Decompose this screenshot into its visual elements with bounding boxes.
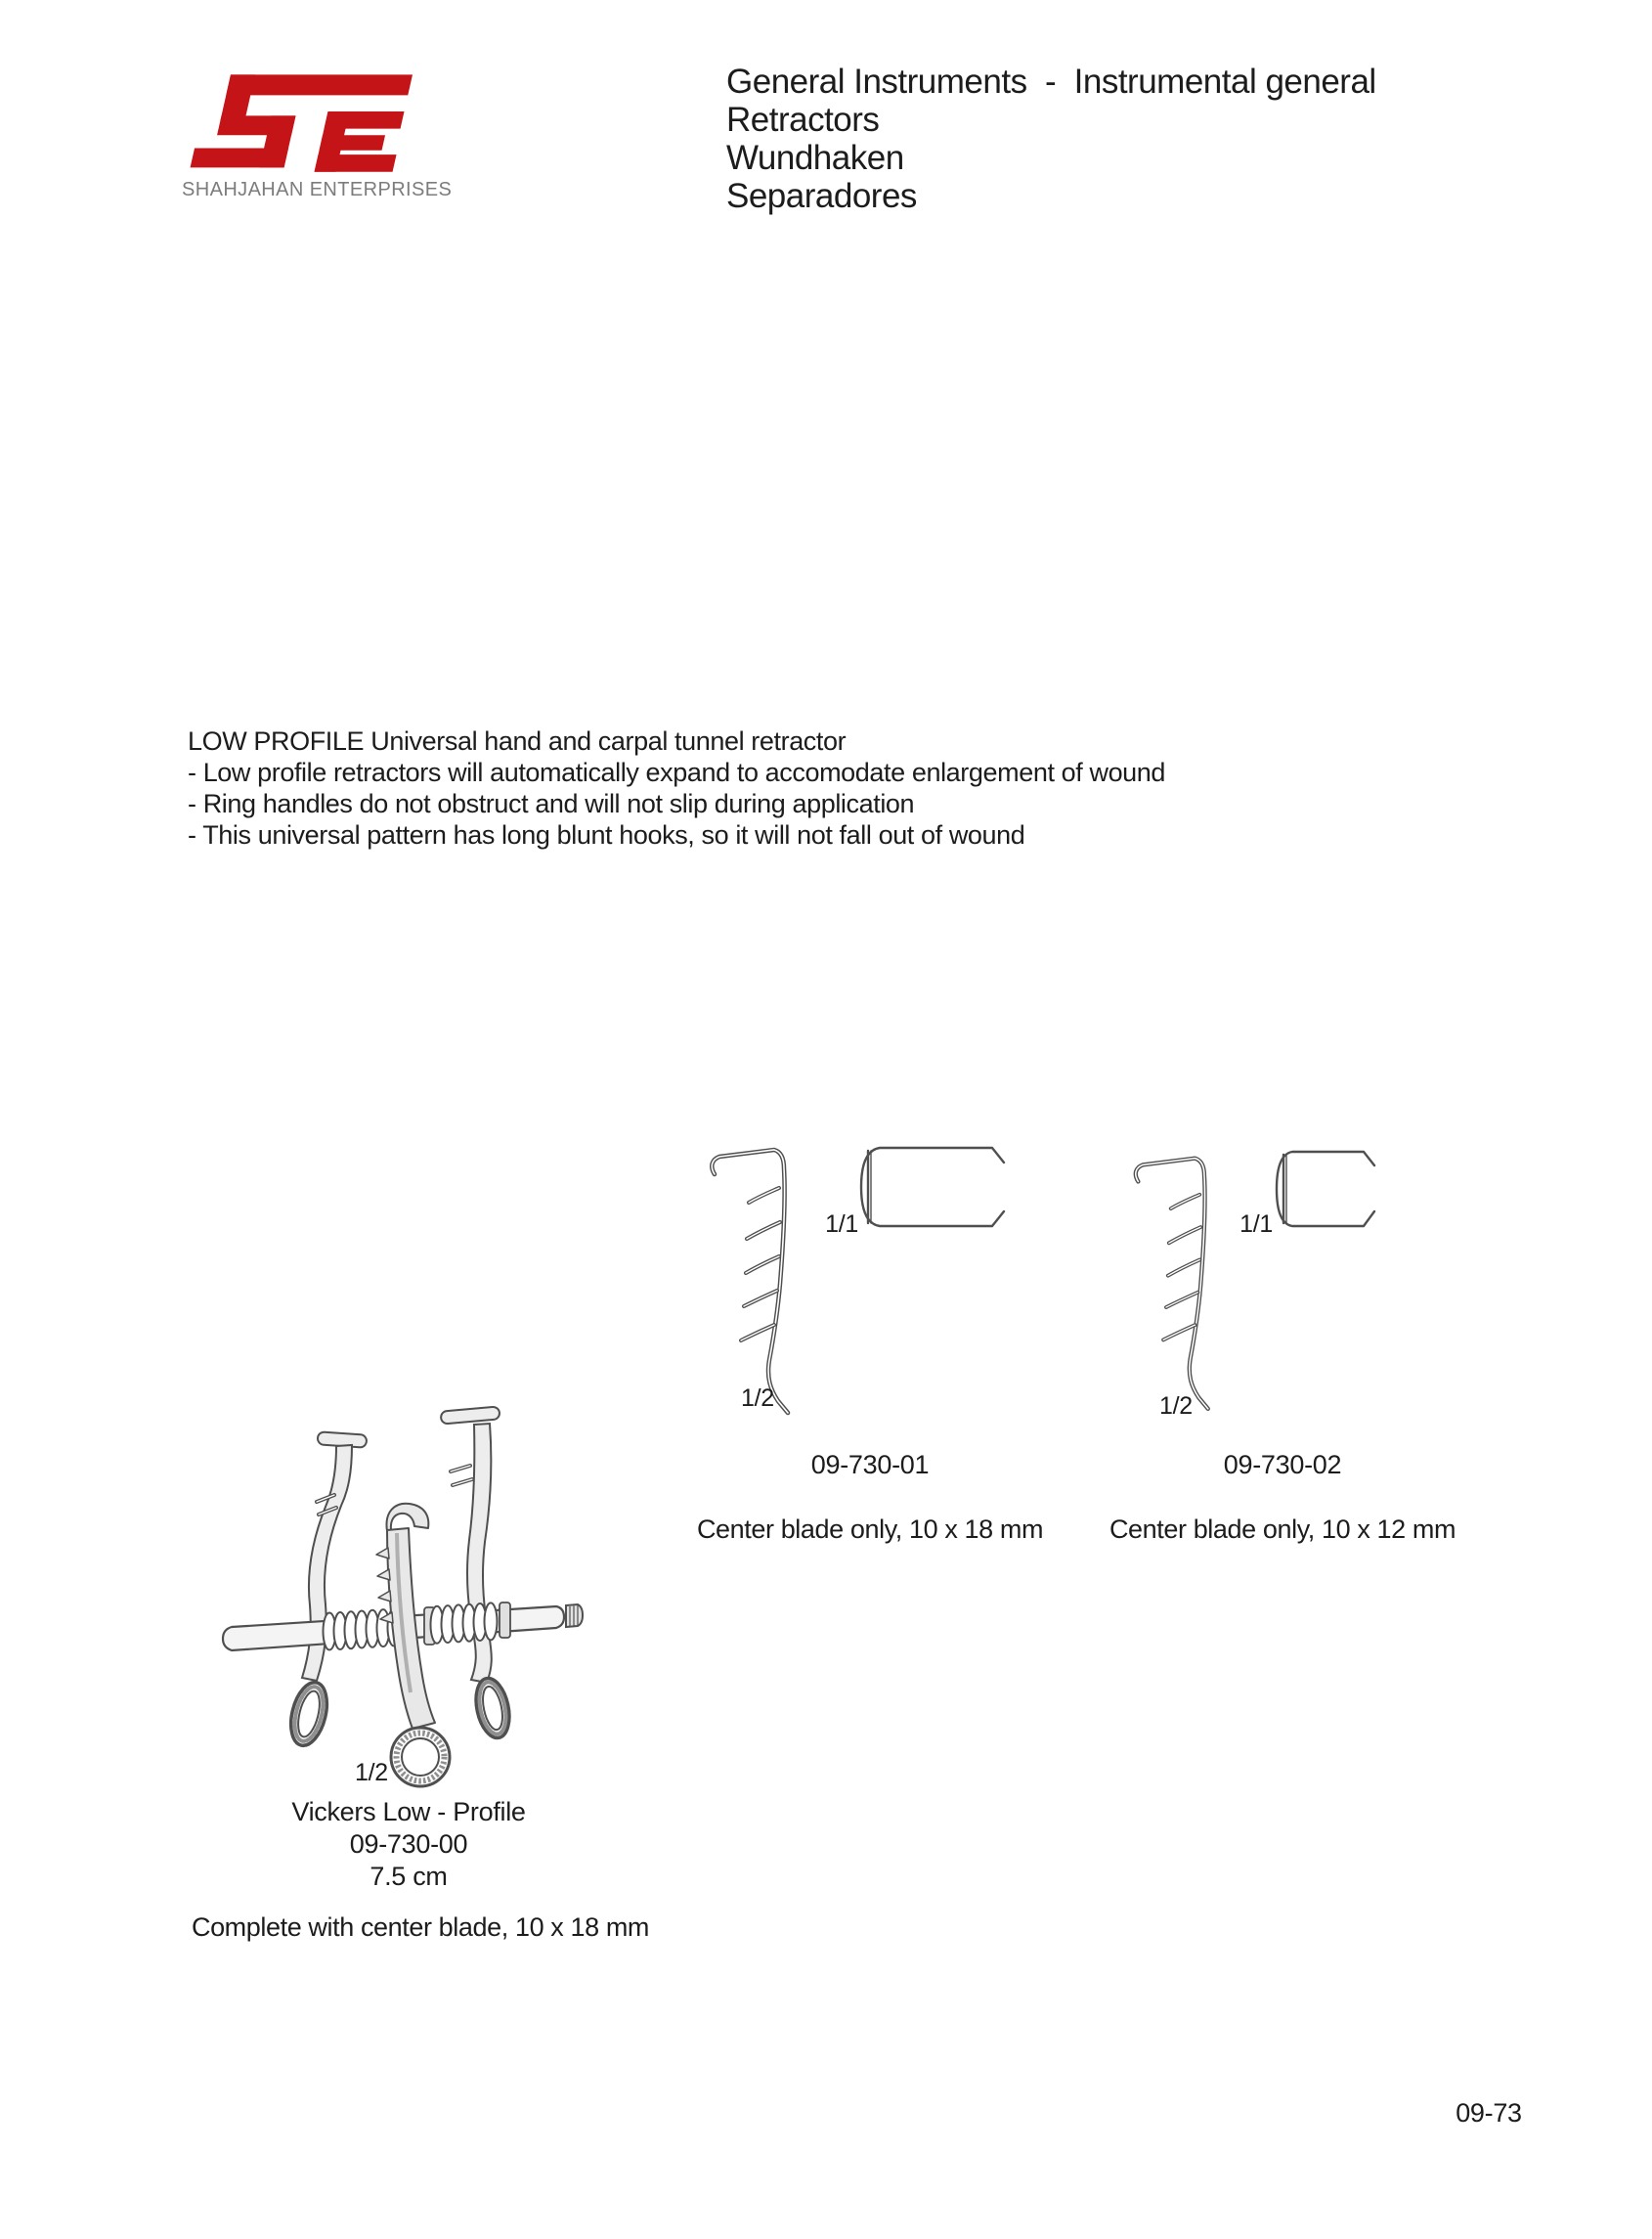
header-category-line: General Instruments - Instrumental general [726, 63, 1376, 101]
right-ring-handle [471, 1675, 514, 1740]
center-ring-handle [391, 1728, 450, 1786]
page-header [726, 63, 1376, 215]
product-code-1: 09-730-01 [810, 1450, 930, 1479]
vickers-retractor-drawing [220, 1403, 630, 1794]
scale-label-blade-2: 1/1 [1239, 1210, 1273, 1238]
main-product-name: Vickers Low - Profile [291, 1797, 526, 1826]
scale-label-side-1: 1/2 [741, 1384, 774, 1412]
description-bullet-2: - Ring handles do not obstruct and will not slip during application [188, 789, 915, 818]
page-number: 09-73 [1456, 2098, 1522, 2128]
product-description-block [188, 725, 1165, 851]
se-logo-glyphs [190, 74, 414, 171]
left-ring-handle [285, 1679, 333, 1749]
product-description-2: Center blade only, 10 x 12 mm [1109, 1515, 1456, 1544]
main-product-code: 09-730-00 [349, 1829, 468, 1859]
scale-label-side-2: 1/2 [1159, 1392, 1193, 1420]
se-logo-icon [189, 70, 433, 174]
right-arm [441, 1406, 515, 1740]
rake-retractor-side-view-drawing-1 [702, 1137, 804, 1416]
header-retractors-es: Separadores [726, 177, 917, 215]
product-code-2: 09-730-02 [1223, 1450, 1342, 1479]
product-description-1: Center blade only, 10 x 18 mm [696, 1515, 1044, 1544]
blade-drawing-strokes [861, 1148, 1004, 1226]
main-product-text-block [286, 1796, 531, 1893]
main-product-size: 7.5 cm [370, 1862, 448, 1891]
description-bullet-3: - This universal pattern has long blunt hooks, so it will not fall out of wound [188, 820, 1025, 850]
rake-drawing-strokes [1136, 1159, 1208, 1409]
company-name: SHAHJAHAN ENTERPRISES [182, 179, 453, 200]
center-blade-top-view-drawing-2 [1273, 1146, 1380, 1232]
rake-drawing-strokes [712, 1150, 788, 1413]
description-title: LOW PROFILE Universal hand and carpal tunnel retractor [188, 726, 847, 756]
header-retractors-en: Retractors [726, 101, 880, 139]
center-blade [376, 1504, 450, 1786]
rake-retractor-side-view-drawing-2 [1126, 1142, 1224, 1416]
center-blade-top-view-drawing-1 [856, 1142, 1011, 1232]
scale-label-main: 1/2 [355, 1759, 388, 1786]
header-retractors-de: Wundhaken [726, 139, 904, 177]
scale-label-blade-1: 1/1 [825, 1210, 858, 1238]
description-bullet-1: - Low profile retractors will automatically expand to accomodate enlargement of wound [188, 758, 1166, 787]
left-arm [285, 1431, 368, 1749]
logo-monogram [0, 0, 1, 1]
main-product-description: Complete with center blade, 10 x 18 mm [191, 1912, 650, 1942]
blade-drawing-strokes [1277, 1152, 1374, 1226]
